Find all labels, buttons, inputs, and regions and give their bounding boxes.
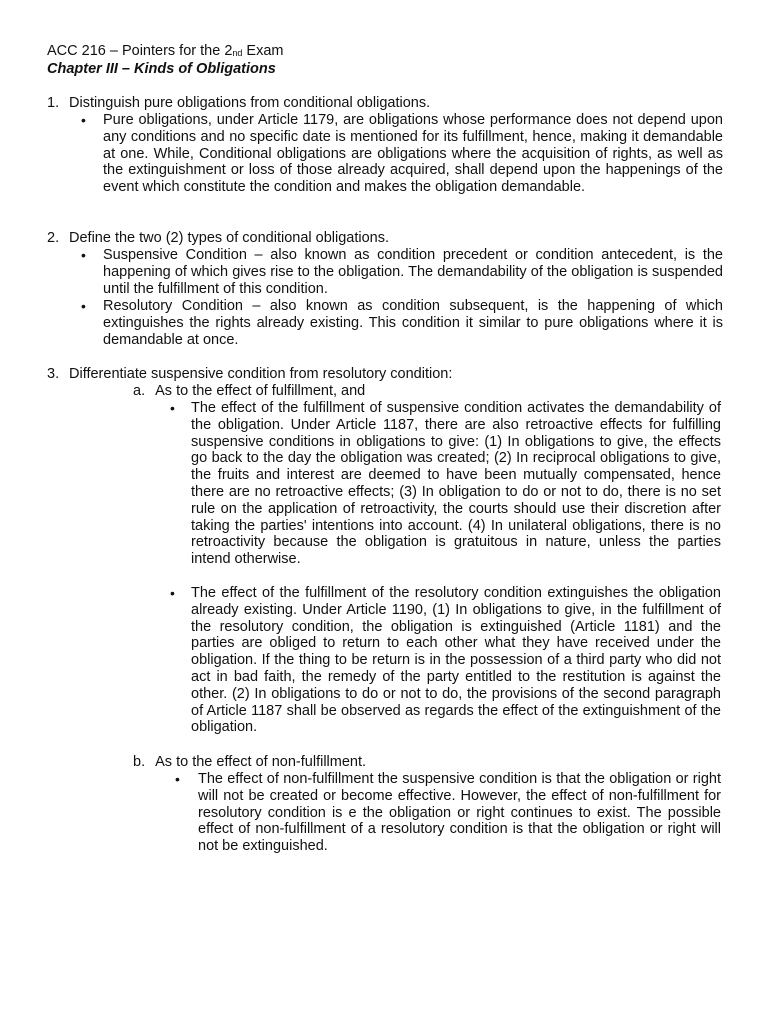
bullet-icon: • <box>81 247 86 263</box>
question-number: 3. <box>47 366 60 382</box>
bullet-text: Pure obligations, under Article 1179, are obligations whose performance does not depend upon any conditions and no specific date is mentioned for its fulfillment, hence, making it demandable at one. While, Conditional obligations are obligations where the acquisition of rights, as well as the extinguishment or loss of those already acquired, shall depend upon the happenings of the event which constitute the condition and makes the obligation demandable. <box>103 112 723 196</box>
ordinal-superscript: nd <box>232 48 243 58</box>
bullet-text: The effect of the fulfillment of suspensive condition activates the demandability of the obligation. Under Article 1187, there are also retroactive effects for fulfilling suspensive conditions in obligations to give: (1) In obligations to give, the effects go back to the day the obligation was created; (2) In reciprocal obligations to give, the fruits and interest are deemed to have been mutually compensated, hence there are no retroactive effects; (3) In obligation to do or not to do, there is no set rule on the application of retroactivity, the courts should use their discretion after taking the parties' intentions into account. (4) In unilateral obligations, there is no retroactivity because the obligation is gratuitous in nature, unless the parties intend otherwise. <box>191 400 721 568</box>
bullet-text: Resolutory Condition – also known as condition subsequent, is the happening of which extinguishes the rights already existing. This condition it similar to pure obligations where it is demandable at once. <box>103 298 723 348</box>
bullet-icon: • <box>175 771 180 787</box>
bullet-icon: • <box>170 400 175 416</box>
bullet-text: The effect of non-fulfillment the suspensive condition is that the obligation or right will not be created or become effective. However, the effect of non-fulfillment for resolutory condition is e the obligation or right continues to exist. The possible effect of non-fulfillment of a resolutory condition is that the obligation or right will not be extinguished. <box>198 771 721 855</box>
bullet-text: The effect of the fulfillment of the resolutory condition extinguishes the obligation already existing. Under Article 1190, (1) In obligations to give, in the fulfillment of the resolutory condition, the obligation is extinguished (Article 1181) and the parties are obliged to return to each other what they have received under the obligation. If the thing to be return is in the possession of a third party who did not act in bad faith, the remedy of the party entitled to the restitution is against the other. (2) In obligations to do or not to do, the provisions of the second paragraph of Article 1187 shall be observed as regards the effect of the extinguishment of the obligation. <box>191 585 721 736</box>
bullet-icon: • <box>170 585 175 601</box>
question-text: Define the two (2) types of conditional obligations. <box>69 230 389 246</box>
exam-text: Exam <box>242 43 284 59</box>
course-text: ACC 216 – Pointers for the 2 <box>47 43 233 59</box>
subitem-b <box>133 754 366 771</box>
question-text: Differentiate suspensive condition from resolutory condition: <box>69 366 453 382</box>
bullet-icon: • <box>81 112 86 128</box>
question-number: 2. <box>47 230 60 246</box>
bullet-text: Suspensive Condition – also known as condition precedent or condition antecedent, is the happening of which gives rise to the obligation. The demandability of the obligation is suspended until the fulfillment of this condition. <box>103 247 723 297</box>
subitem-a <box>133 383 365 400</box>
question-number: 1. <box>47 95 60 111</box>
course-title <box>47 43 727 61</box>
document-header <box>47 43 727 78</box>
question-text: Distinguish pure obligations from conditional obligations. <box>69 95 431 111</box>
subitem-text: As to the effect of fulfillment, and <box>155 383 366 399</box>
subitem-label: a. <box>133 383 146 399</box>
bullet-icon: • <box>81 298 86 314</box>
subitem-label: b. <box>133 754 146 770</box>
chapter-title: Chapter III – Kinds of Obligations <box>47 61 276 77</box>
subitem-text: As to the effect of non-fulfillment. <box>155 754 367 770</box>
